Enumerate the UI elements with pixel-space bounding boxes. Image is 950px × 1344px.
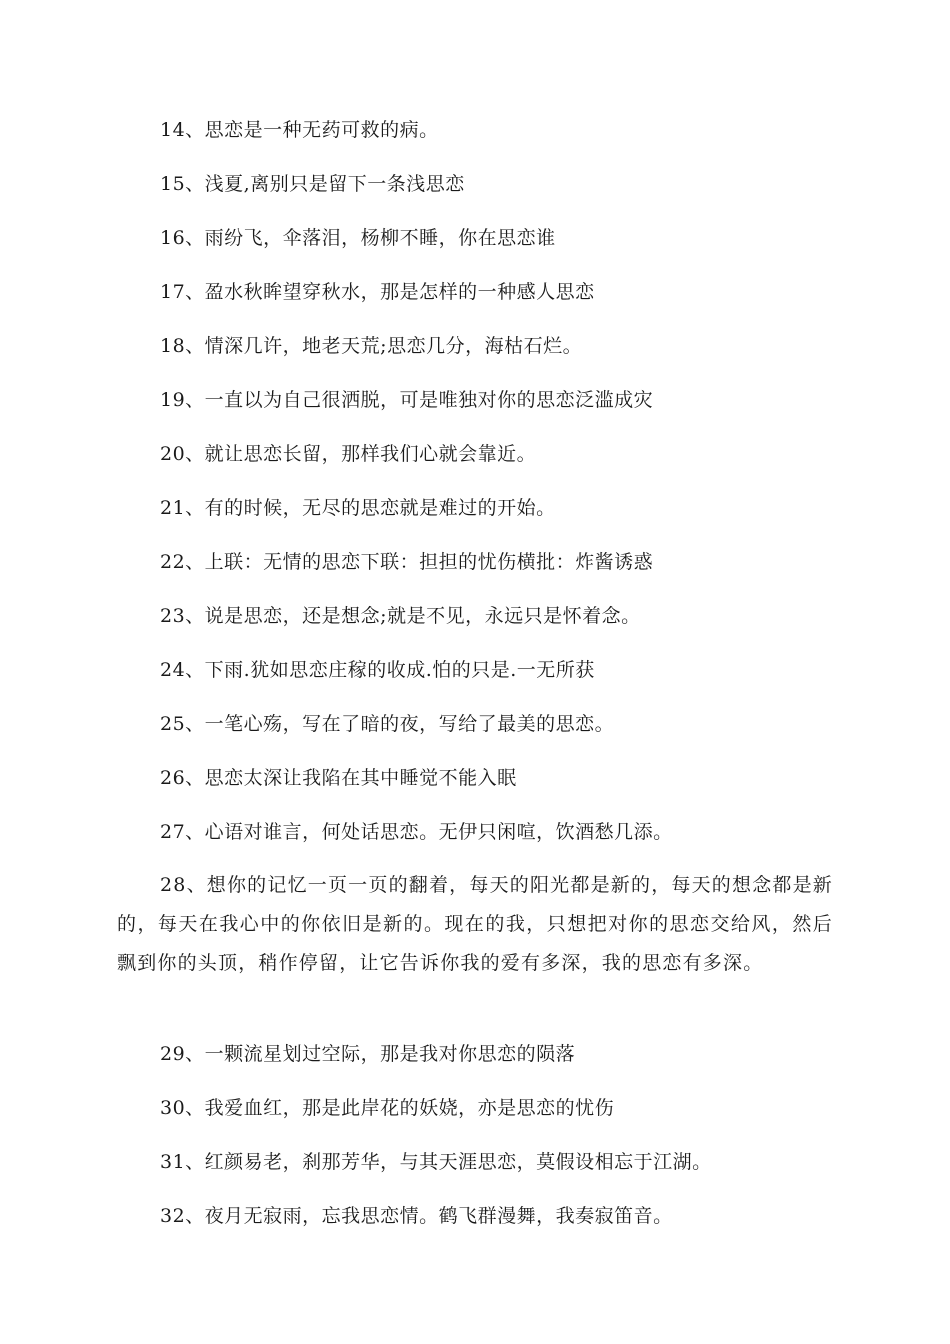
list-item: 23、说是思恋，还是想念;就是不见，永远只是怀着念。 bbox=[160, 605, 641, 627]
list-item: 14、思恋是一种无药可救的病。 bbox=[160, 119, 439, 141]
list-item: 24、下雨.犹如思恋庄稼的收成.怕的只是.一无所获 bbox=[160, 659, 595, 681]
list-item: 32、夜月无寂雨，忘我思恋情。鹤飞群漫舞，我奏寂笛音。 bbox=[160, 1205, 673, 1227]
list-item: 22、上联：无情的思恋下联：担担的忧伤横批：炸酱诱惑 bbox=[160, 551, 654, 573]
list-item: 31、红颜易老，刹那芳华，与其天涯思恋，莫假设相忘于江湖。 bbox=[160, 1151, 712, 1173]
list-item: 30、我爱血红，那是此岸花的妖娆，亦是思恋的忧伤 bbox=[160, 1097, 615, 1119]
list-item-paragraph: 28、想你的记忆一页一页的翻着，每天的阳光都是新的，每天的想念都是新的，每天在我心中的你依旧是新的。现在的我，只想把对你的思恋交给风，然后飘到你的头顶，稍作停留，让它告诉你我的爱有多深，我的思恋有多深。 bbox=[117, 874, 833, 974]
list-item: 29、一颗流星划过空际，那是我对你思恋的陨落 bbox=[160, 1043, 576, 1065]
list-item: 20、就让思恋长留，那样我们心就会靠近。 bbox=[160, 443, 537, 465]
list-item: 16、雨纷飞，伞落泪，杨柳不睡，你在思恋谁 bbox=[160, 227, 556, 249]
list-item: 21、有的时候，无尽的思恋就是难过的开始。 bbox=[160, 497, 556, 519]
list-item: 15、浅夏,离别只是留下一条浅思恋 bbox=[160, 173, 465, 195]
list-item: 19、一直以为自己很洒脱，可是唯独对你的思恋泛滥成灾 bbox=[160, 389, 654, 411]
list-item: 18、情深几许，地老天荒;思恋几分，海枯石烂。 bbox=[160, 335, 583, 357]
list-item: 17、盈水秋眸望穿秋水，那是怎样的一种感人思恋 bbox=[160, 281, 595, 303]
list-item: 27、心语对谁言，何处话思恋。无伊只闲喧，饮酒愁几添。 bbox=[160, 821, 673, 843]
list-item: 25、一笔心殇，写在了暗的夜，写给了最美的思恋。 bbox=[160, 713, 615, 735]
list-item: 26、思恋太深让我陷在其中睡觉不能入眠 bbox=[160, 767, 517, 789]
